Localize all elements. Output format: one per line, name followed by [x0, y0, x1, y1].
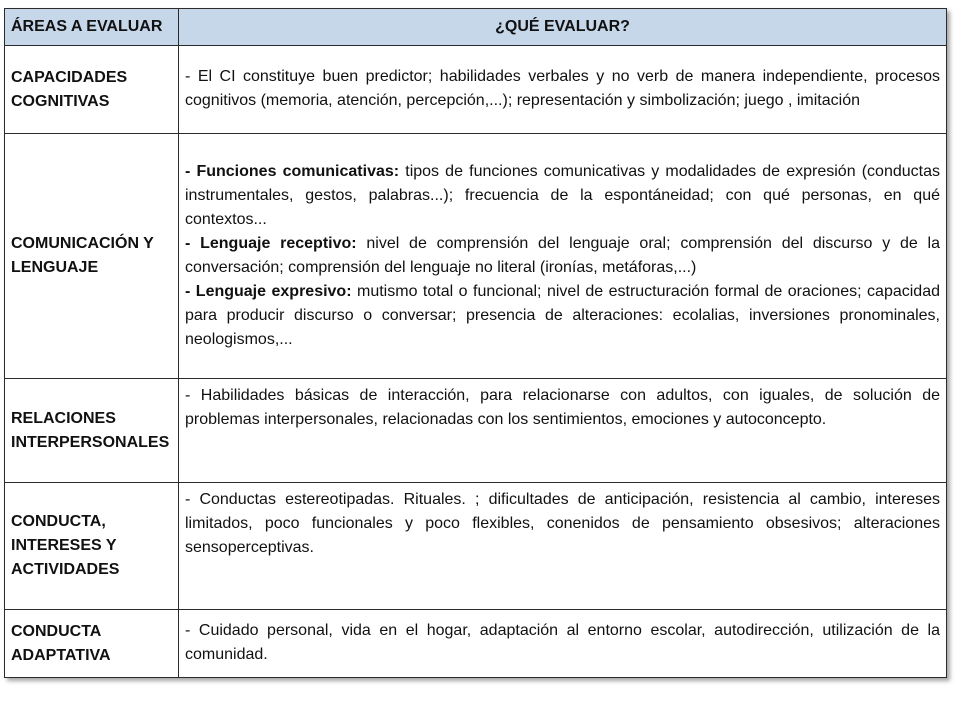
- description-text: tipos de funciones comunicativas y modalidades de expresión (conductas instrumentales, gestos, palabras...); frecuencia de la espontáneidad; con qué personas, en qué contextos...: [185, 162, 940, 228]
- description-text: nivel de comprensión del lenguaje oral; comprensión del discurso y de la conversación; comprensión del lenguaje no literal (ironías, metáforas,...): [185, 234, 941, 276]
- area-cell: [5, 46, 179, 134]
- segment-heading: - Lenguaje receptivo:: [185, 234, 357, 252]
- evaluation-table: [4, 8, 947, 678]
- description-segment: [185, 160, 940, 232]
- area-label: CAPACIDADES COGNITIVAS: [11, 68, 128, 110]
- description-segment: [185, 619, 940, 667]
- table-row: [5, 483, 947, 610]
- description-text: - El CI constituye buen predictor; habilidades verbales y no verb de manera independiente, procesos cognitivos (memoria, atención, percepción,...); representación y simbolización; juego , imitación: [185, 68, 940, 109]
- area-cell: [5, 379, 179, 483]
- description-text: - Habilidades básicas de interacción, para relacionarse con adultos, con iguales, de solución de problemas interpersonales, relacionadas con los sentimientos, emociones y autoconcepto.: [185, 387, 940, 428]
- table-header-row: [5, 9, 947, 46]
- table-row: [5, 134, 947, 379]
- area-label: CONDUCTA, INTERESES Y ACTIVIDADES: [11, 513, 120, 578]
- table-row: [5, 379, 947, 483]
- description-cell: [179, 46, 947, 134]
- description-cell: [179, 610, 947, 678]
- description-segment: [185, 488, 940, 560]
- area-cell: [5, 610, 179, 678]
- description-text: mutismo total o funcional; nivel de estructuración formal de oraciones; capacidad para producir discurso o conversar; presencia de alteraciones: ecolalias, inversiones pronominales, neologismos,...: [185, 282, 940, 348]
- area-label: CONDUCTA ADAPTATIVA: [11, 622, 111, 664]
- description-segment: [185, 232, 940, 280]
- segment-heading: - Lenguaje expresivo:: [185, 282, 352, 300]
- description-cell: [179, 483, 947, 610]
- table-row: [5, 610, 947, 678]
- area-cell: [5, 134, 179, 379]
- description-segment: [185, 384, 940, 432]
- description-segment: [185, 280, 940, 352]
- description-segment: [185, 65, 940, 113]
- table-row: [5, 46, 947, 134]
- area-label: COMUNICACIÓN Y LENGUAJE: [11, 235, 154, 276]
- description-cell: [179, 379, 947, 483]
- description-text: - Cuidado personal, vida en el hogar, adaptación al entorno escolar, autodirección, utilización de la comunidad.: [185, 622, 940, 663]
- description-cell: [179, 134, 947, 379]
- description-text: - Conductas estereotipadas. Rituales. ; dificultades de anticipación, resistencia al cambio, intereses limitados, poco funcionales y poco flexibles, conenidos de pensamiento obsesivos; alteraciones sensoperceptivas.: [185, 491, 940, 556]
- area-cell: [5, 483, 179, 610]
- header-areas: ÁREAS A EVALUAR: [5, 9, 179, 46]
- segment-heading: - Funciones comunicativas:: [185, 162, 400, 180]
- header-what-to-evaluate: ¿QUÉ EVALUAR?: [179, 9, 947, 46]
- area-label: RELACIONES INTERPERSONALES: [11, 409, 170, 451]
